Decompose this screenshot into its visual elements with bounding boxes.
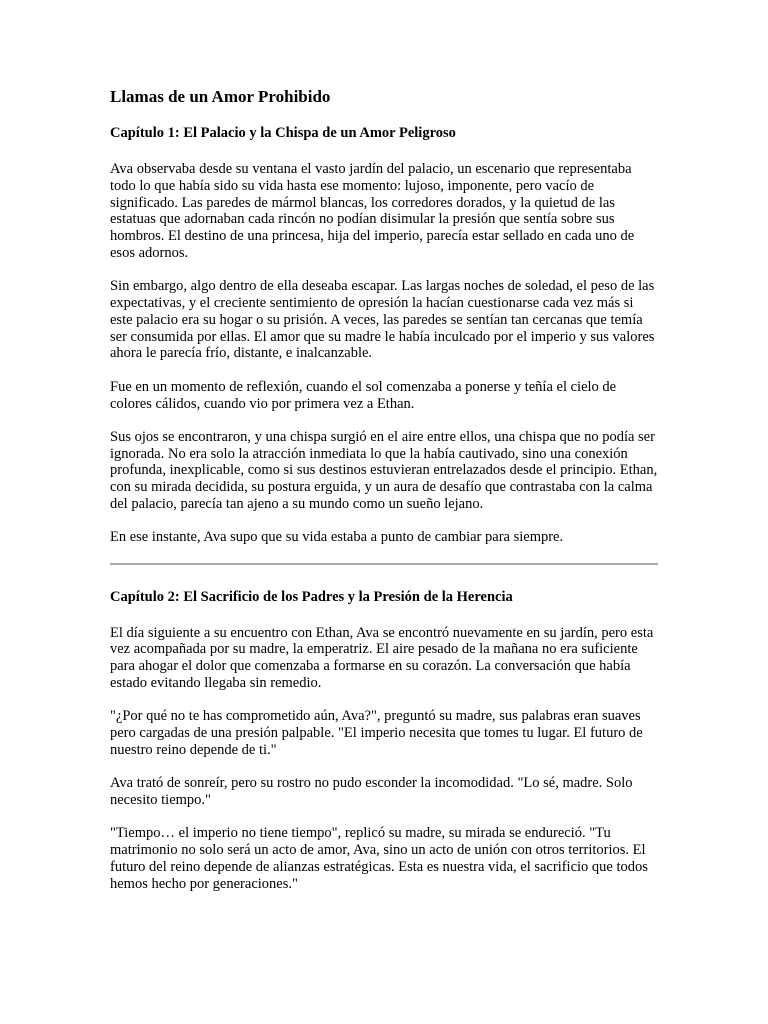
- chapter-2-paragraph-3: Ava trató de sonreír, pero su rostro no pudo esconder la incomodidad. "Lo sé, madre. Solo necesito tiempo.": [110, 775, 633, 809]
- chapter-2-paragraph-1: El día siguiente a su encuentro con Ethan, Ava se encontró nuevamente en su jardín, pero esta vez acompañada por su madre, la emperatriz. El aire pesado de la mañana no era suficiente para ahogar el dolor que comenzaba a formarse en su corazón. La conversación que había estado evitando llegaba sin remedio.: [110, 624, 654, 692]
- chapter-2-paragraph-4: "Tiempo… el imperio no tiene tiempo", replicó su madre, su mirada se endureció. "Tu matrimonio no solo será un acto de amor, Ava, sino un acto de unión con otros territorios. El futuro del reino depende de alianzas estratégicas. Esta es nuestra vida, el sacrificio que todos hemos hecho por generaciones.": [110, 825, 648, 892]
- chapter-2-heading: Capítulo 2: El Sacrificio de los Padres y la Presión de la Herencia: [110, 588, 513, 605]
- chapter-1-heading: Capítulo 1: El Palacio y la Chispa de un Amor Peligroso: [110, 125, 456, 141]
- document-title: Llamas de un Amor Prohibido: [110, 87, 331, 106]
- chapter-1-paragraph-5: En ese instante, Ava supo que su vida estaba a punto de cambiar para siempre.: [110, 529, 564, 546]
- chapter-divider: [110, 563, 658, 565]
- chapter-1-paragraph-2: Sin embargo, algo dentro de ella deseaba escapar. Las largas noches de soledad, el peso de las expectativas, y el creciente sentimiento de opresión la hacían cuestionarse cada vez más si este palacio era su hogar o su prisión. A veces, las paredes se sentían tan cercanas que temía ser consumida por ellas. El amor que su madre le había inculcado por el imperio y sus valores ahora le parecía frío, distante, e inalcanzable.: [110, 278, 655, 362]
- chapter-1-paragraph-4: Sus ojos se encontraron, y una chispa surgió en el aire entre ellos, una chispa que no podía ser ignorada. No era solo la atracción inmediata lo que la había cautivado, sino una conexión profunda, inexplicable, como si sus destinos estuvieran entrelazados desde el principio. Ethan, con su mirada decidida, su postura erguida, y un aura de desafío que contrastaba con la calma del palacio, parecía tan ajeno a su mundo como un sueño lejano.: [110, 428, 658, 513]
- document-page: [110, 87, 658, 909]
- chapter-1-paragraph-1: Ava observaba desde su ventana el vasto jardín del palacio, un escenario que representaba todo lo que había sido su vida hasta ese momento: lujoso, imponente, pero vacío de significado. Las paredes de mármol blancas, los corredores dorados, y la quietud de las estatuas que adornaban cada rincón no podían disimular la presión que sentía sobre sus hombros. El destino de una princesa, hija del imperio, parecía estar sellado en cada uno de esos adornos.: [110, 161, 635, 261]
- chapter-1-paragraph-3: Fue en un momento de reflexión, cuando el sol comenzaba a ponerse y teñía el cielo de colores cálidos, cuando vio por primera vez a Ethan.: [110, 378, 617, 412]
- chapter-2-paragraph-2: "¿Por qué no te has comprometido aún, Ava?", preguntó su madre, sus palabras eran suaves pero cargadas de una presión palpable. "El imperio necesita que tomes tu lugar. El futuro de nuestro reino depende de ti.": [110, 708, 643, 758]
